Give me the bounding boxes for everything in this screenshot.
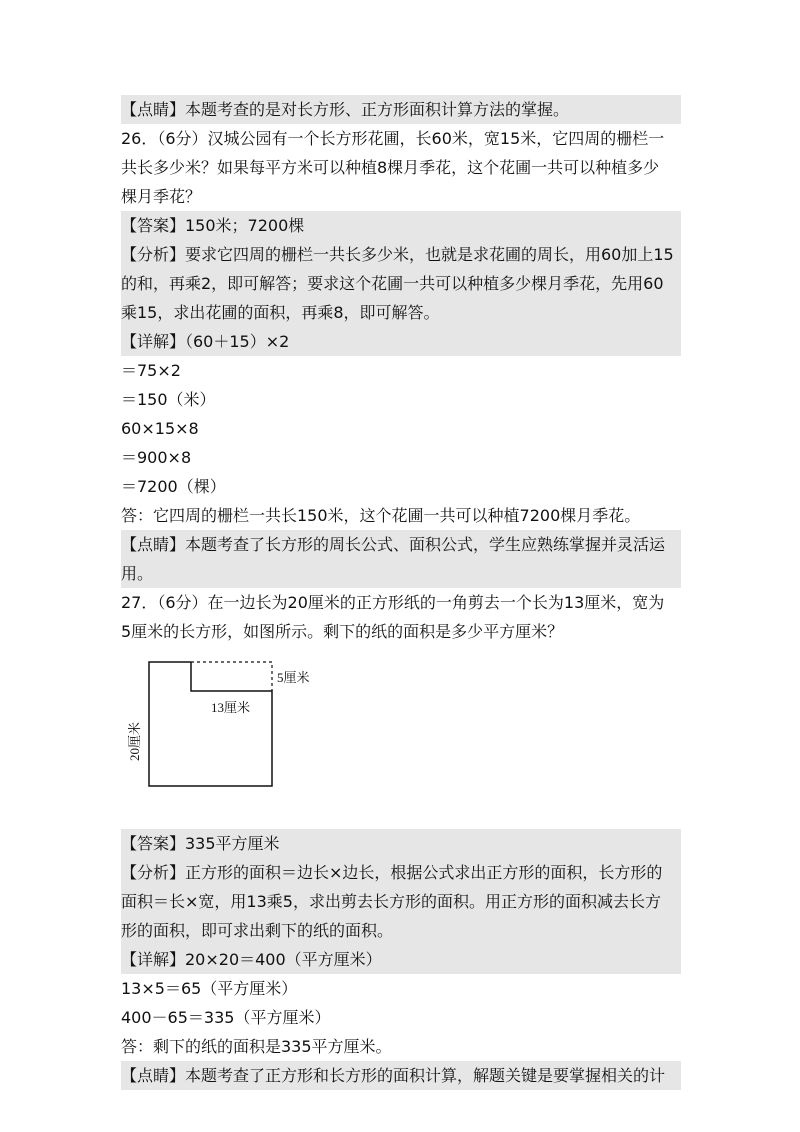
- top-note: 【点睛】本题考查的是对长方形、正方形面积计算方法的掌握。: [121, 95, 681, 124]
- q26-answer: 【答案】150米；7200棵: [121, 216, 305, 235]
- label-cut-length: 13厘米: [211, 700, 251, 715]
- question-27: [121, 588, 681, 646]
- q27-solution: [121, 829, 681, 974]
- question-26: [121, 124, 681, 211]
- q26-calculation: [121, 356, 681, 530]
- q27-analysis-line-3: 形的面积，即可求出剩下的纸的面积。: [121, 921, 394, 940]
- q27-stem-line-1: 27．（6分）在一边长为20厘米的正方形纸的一角剪去一个长为13厘米，宽为: [121, 593, 665, 612]
- q27-calculation: [121, 974, 681, 1061]
- q27-answer: 【答案】335平方厘米: [121, 834, 280, 853]
- q27-tip: [121, 1061, 681, 1090]
- q27-detail-line-3: 400－65＝335（平方厘米）: [121, 1008, 331, 1027]
- q26-analysis-line-2: 的和，再乘2，即可解答；要求这个花圃一共可以种植多少棵月季花，先用60: [121, 274, 664, 293]
- q26-detail-line-3: ＝150（米）: [121, 390, 216, 409]
- square-cut-figure: [121, 653, 681, 829]
- q26-stem-line-1: 26．（6分）汉城公园有一个长方形花圃，长60米，宽15米，它四周的栅栏一: [121, 129, 665, 148]
- q27-analysis-line-1: 【分析】正方形的面积＝边长×边长，根据公式求出正方形的面积，长方形的: [121, 863, 663, 882]
- q26-analysis-line-3: 乘15，求出花圃的面积，再乘8，即可解答。: [121, 303, 440, 322]
- remaining-paper-outline: [149, 662, 272, 786]
- q26-analysis-line-1: 【分析】要求它四周的栅栏一共长多少米，也就是求花圃的周长，用60加上15: [121, 245, 674, 264]
- q27-stem-line-2: 5厘米的长方形，如图所示。剩下的纸的面积是多少平方厘米？: [121, 622, 564, 641]
- q26-tip-line-2: 用。: [121, 564, 154, 583]
- q26-conclusion: 答：它四周的栅栏一共长150米，这个花圃一共可以种植7200棵月季花。: [121, 506, 641, 525]
- q26-detail-line-5: ＝900×8: [121, 448, 192, 467]
- q26-stem-line-3: 棵月季花？: [121, 187, 202, 206]
- q26-tip: [121, 530, 681, 588]
- q26-detail-line-4: 60×15×8: [121, 419, 199, 438]
- removed-rectangle-outline: [191, 662, 272, 691]
- label-cut-width: 5厘米: [277, 670, 310, 685]
- q27-conclusion: 答：剩下的纸的面积是335平方厘米。: [121, 1037, 392, 1056]
- q26-detail-line-1: 【详解】（60＋15）×2: [121, 332, 290, 351]
- square-cut-diagram: [121, 653, 321, 829]
- q26-solution: [121, 211, 681, 356]
- label-side: 20厘米: [127, 721, 142, 761]
- q27-analysis-line-2: 面积＝长×宽，用13乘5，求出剪去长方形的面积。用正方形的面积减去长方: [121, 892, 661, 911]
- q26-detail-line-2: ＝75×2: [121, 361, 181, 380]
- q27-detail-line-2: 13×5＝65（平方厘米）: [121, 979, 298, 998]
- document-page: [121, 95, 681, 1090]
- q26-detail-line-6: ＝7200（棵）: [121, 477, 226, 496]
- q26-tip-line-1: 【点睛】本题考查了长方形的周长公式、面积公式，学生应熟练掌握并灵活运: [121, 535, 666, 554]
- q26-stem-line-2: 共长多少米？如果每平方米可以种植8棵月季花，这个花圃一共可以种植多少: [121, 158, 660, 177]
- q27-tip-line-1: 【点睛】本题考查了正方形和长方形的面积计算，解题关键是要掌握相关的计: [121, 1066, 666, 1085]
- q27-detail-line-1: 【详解】20×20＝400（平方厘米）: [121, 950, 382, 969]
